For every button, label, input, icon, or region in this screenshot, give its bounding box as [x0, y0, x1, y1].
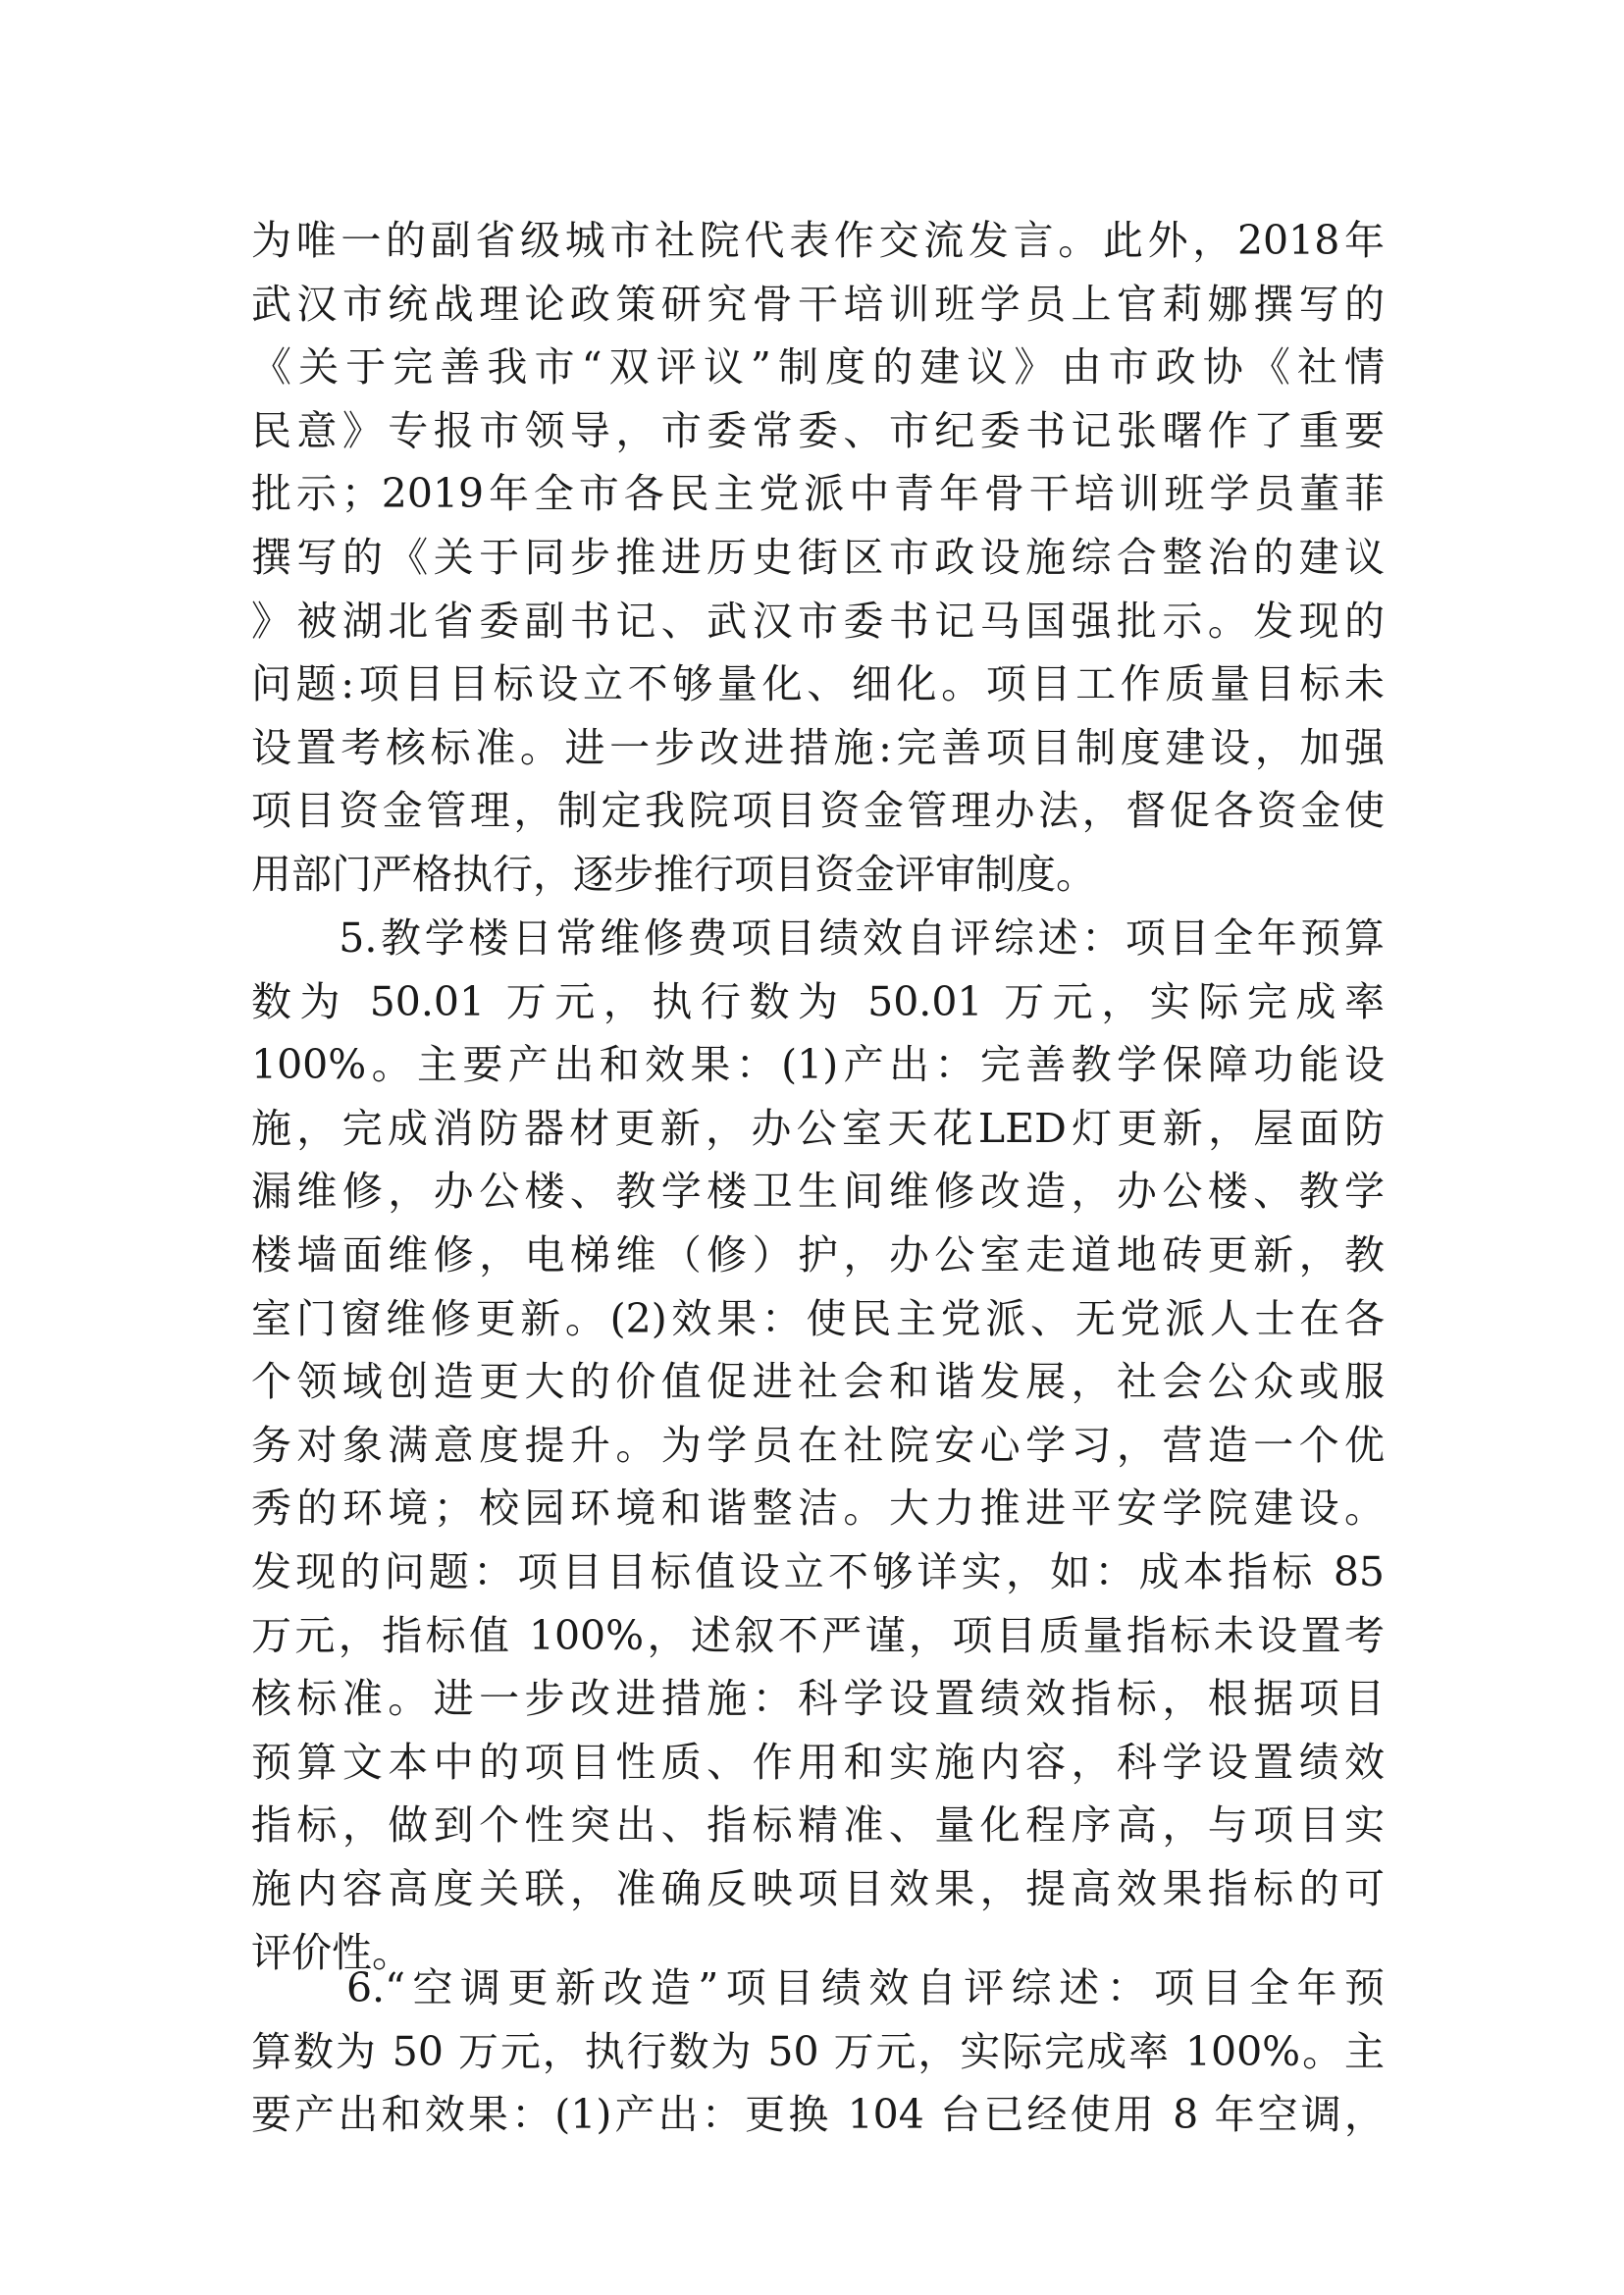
- text-line: 务对象满意度提升。为学员在社院安心学习，营造一个优: [251, 1421, 1385, 1469]
- text-line: 设置考核标准。进一步改进措施:完善项目制度建设，加强: [251, 723, 1385, 771]
- text-line: 施内容高度关联，准确反映项目效果，提高效果指标的可: [251, 1864, 1385, 1912]
- text-line: 5.教学楼日常维修费项目绩效自评综述：项目全年预算: [251, 914, 1385, 962]
- text-line: 万元，指标值 100%，述叙不严谨，项目质量指标未设置考: [251, 1611, 1385, 1659]
- text-line: 核标准。进一步改进措施：科学设置绩效指标，根据项目: [251, 1675, 1385, 1723]
- text-line: 室门窗维修更新。(2)效果：使民主党派、无党派人士在各: [251, 1294, 1385, 1342]
- paragraph-continued: [251, 209, 1385, 907]
- text-line: 项目资金管理，制定我院项目资金管理办法，督促各资金使: [251, 787, 1385, 835]
- text-line: 问题:项目目标设立不够量化、细化。项目工作质量目标未: [251, 660, 1385, 708]
- text-line: 漏维修，办公楼、教学楼卫生间维修改造，办公楼、教学: [251, 1168, 1385, 1216]
- text-line: 预算文本中的项目性质、作用和实施内容，科学设置绩效: [251, 1738, 1385, 1786]
- text-line: 指标，做到个性突出、指标精准、量化程序高，与项目实: [251, 1801, 1385, 1850]
- text-line: 武汉市统战理论政策研究骨干培训班学员上官莉娜撰写的: [251, 280, 1385, 328]
- text-line: 撰写的《关于同步推进历史街区市政设施综合整治的建议: [251, 533, 1385, 581]
- text-line: 秀的环境；校园环境和谐整洁。大力推进平安学院建设。: [251, 1485, 1385, 1533]
- text-line: 数为 50.01 万元，执行数为 50.01 万元，实际完成率: [251, 977, 1385, 1025]
- text-line: 》被湖北省委副书记、武汉市委书记马国强批示。发现的: [251, 597, 1385, 645]
- text-line: 发现的问题：项目目标值设立不够详实，如：成本指标 85: [251, 1547, 1385, 1595]
- text-line: 楼墙面维修，电梯维（修）护，办公室走道地砖更新，教: [251, 1230, 1385, 1278]
- text-line: 6.“空调更新改造”项目绩效自评综述：项目全年预: [251, 1964, 1385, 2011]
- text-line: 100%。主要产出和效果：(1)产出：完善教学保障功能设: [251, 1041, 1385, 1089]
- text-line: 批示；2019年全市各民主党派中青年骨干培训班学员董菲: [251, 470, 1385, 518]
- text-line: 民意》专报市领导，市委常委、市纪委书记张曙作了重要: [251, 406, 1385, 454]
- text-line: 评价性。: [251, 1928, 412, 1976]
- text-line: 施，完成消防器材更新，办公室天花LED灯更新，屋面防: [251, 1104, 1385, 1152]
- text-line: 为唯一的副省级城市社院代表作交流发言。此外，2018年: [251, 217, 1385, 264]
- text-line: 要产出和效果：(1)产出：更换 104 台已经使用 8 年空调，: [251, 2091, 1385, 2139]
- text-line: 算数为 50 万元，执行数为 50 万元，实际完成率 100%。主: [251, 2027, 1385, 2075]
- text-line: 《关于完善我市“双评议”制度的建议》由市政协《社情: [251, 343, 1385, 391]
- paragraph-5: [251, 907, 1385, 1984]
- text-line: 个领域创造更大的价值促进社会和谐发展，社会公众或服: [251, 1358, 1385, 1406]
- text-line: 用部门严格执行，逐步推行项目资金评审制度。: [251, 850, 1096, 898]
- paragraph-6: [251, 1956, 1385, 2147]
